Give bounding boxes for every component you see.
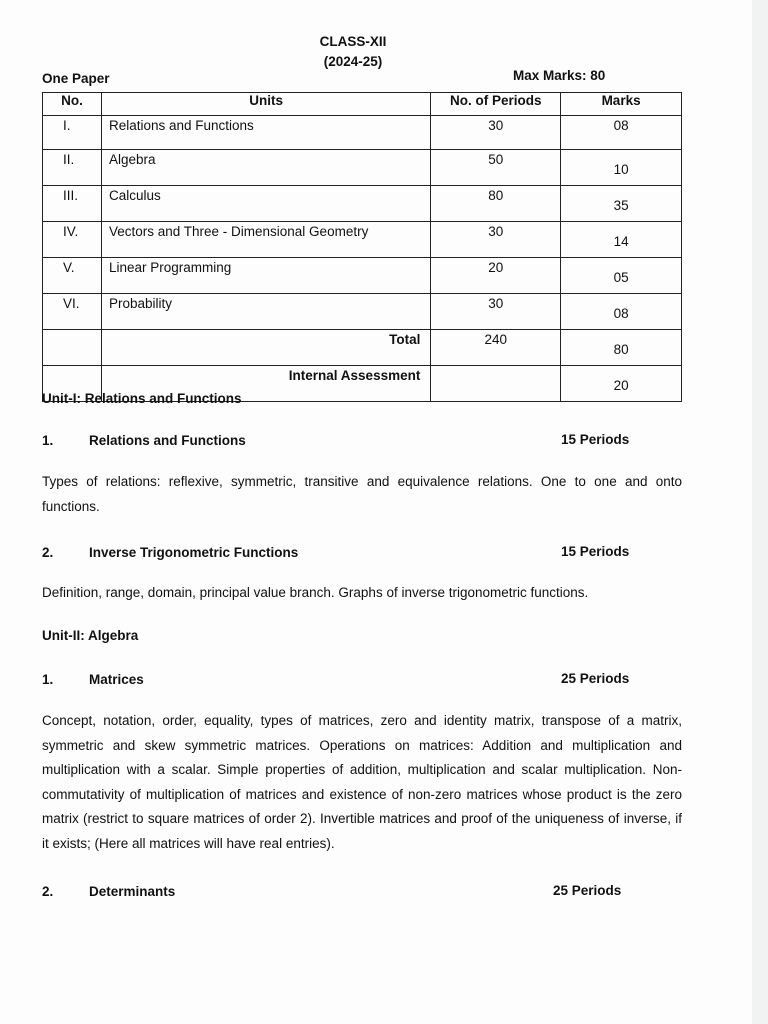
max-marks-label: Max Marks: 80 xyxy=(513,68,606,83)
table-row xyxy=(43,150,682,186)
unit2-topic1-title: Matrices xyxy=(89,672,144,687)
row-unit: Algebra xyxy=(101,150,430,186)
unit2-topic1-text: Concept, notation, order, equality, types of matrices, zero and identity matrix, transpose of a matrix, symmetric and skew symmetric matrices. Operations on matrices: Addition and multiplication and multiplication with a scalar. Simple properties of addition, multiplication and scalar multiplication. Non-commutativity of multiplication of matrices and existence of non-zero matrices whose product is the zero matrix (restrict to square matrices of order 2). Invertible matrices and proof of the uniqueness of inverse, if it exists; (Here all matrices will have real entries). xyxy=(42,713,682,851)
unit2-topic2-periods: 25 Periods xyxy=(553,883,622,898)
table-row xyxy=(43,186,682,222)
header-units: Units xyxy=(101,93,430,116)
syllabus-table xyxy=(42,92,682,402)
internal-label: Internal Assessment xyxy=(101,366,430,402)
row-unit: Calculus xyxy=(101,186,430,222)
page-edge-strip xyxy=(752,0,768,1024)
class-title: CLASS-XII xyxy=(319,34,387,49)
row-periods: 30 xyxy=(431,222,561,258)
header-no: No. xyxy=(43,93,102,116)
session-label: (2024-25) xyxy=(323,54,383,69)
row-marks: 08 xyxy=(561,294,682,330)
unit1-topic1-text: Types of relations: reflexive, symmetric, transitive and equivalence relations. One to one and onto functions. xyxy=(42,474,682,514)
internal-marks: 20 xyxy=(561,366,682,402)
header-periods: No. of Periods xyxy=(431,93,561,116)
unit1-topic1-periods: 15 Periods xyxy=(561,432,630,447)
total-label: Total xyxy=(101,330,430,366)
unit2-heading: Unit-II: Algebra xyxy=(42,628,139,643)
table-header-row xyxy=(43,93,682,116)
row-marks: 35 xyxy=(561,186,682,222)
unit1-heading: Unit-I: Relations and Functions xyxy=(42,391,242,406)
row-marks: 08 xyxy=(561,116,682,150)
row-unit: Linear Programming xyxy=(101,258,430,294)
internal-periods-empty xyxy=(431,366,561,402)
row-unit: Vectors and Three - Dimensional Geometry xyxy=(101,222,430,258)
row-unit: Relations and Functions xyxy=(101,116,430,150)
unit1-topic2-title: Inverse Trigonometric Functions xyxy=(89,545,299,560)
row-unit: Probability xyxy=(101,294,430,330)
unit1-topic2-number: 2. xyxy=(42,545,54,560)
row-no: IV. xyxy=(43,222,102,258)
row-marks: 05 xyxy=(561,258,682,294)
total-periods: 240 xyxy=(431,330,561,366)
row-no: V. xyxy=(43,258,102,294)
unit2-topic1-number: 1. xyxy=(42,672,54,687)
header-marks: Marks xyxy=(561,93,682,116)
row-periods: 80 xyxy=(431,186,561,222)
row-no: III. xyxy=(43,186,102,222)
row-marks: 10 xyxy=(561,150,682,186)
unit1-topic2-periods: 15 Periods xyxy=(561,544,630,559)
unit1-topic1-number: 1. xyxy=(42,433,54,448)
unit2-topic1-periods: 25 Periods xyxy=(561,671,630,686)
total-marks: 80 xyxy=(561,330,682,366)
row-periods: 20 xyxy=(431,258,561,294)
total-row xyxy=(43,330,682,366)
unit1-topic1-title: Relations and Functions xyxy=(89,433,246,448)
total-empty-cell xyxy=(43,330,102,366)
unit1-topic2-text: Definition, range, domain, principal value branch. Graphs of inverse trigonometric functions. xyxy=(42,585,589,600)
row-periods: 30 xyxy=(431,294,561,330)
row-no: II. xyxy=(43,150,102,186)
table-row xyxy=(43,116,682,150)
unit2-topic2-title: Determinants xyxy=(89,884,176,899)
table-row xyxy=(43,294,682,330)
row-no: I. xyxy=(43,116,102,150)
row-periods: 50 xyxy=(431,150,561,186)
paper-label: One Paper xyxy=(42,71,110,86)
unit2-topic2-number: 2. xyxy=(42,884,54,899)
table-row xyxy=(43,258,682,294)
table-row xyxy=(43,222,682,258)
row-periods: 30 xyxy=(431,116,561,150)
row-marks: 14 xyxy=(561,222,682,258)
row-no: VI. xyxy=(43,294,102,330)
